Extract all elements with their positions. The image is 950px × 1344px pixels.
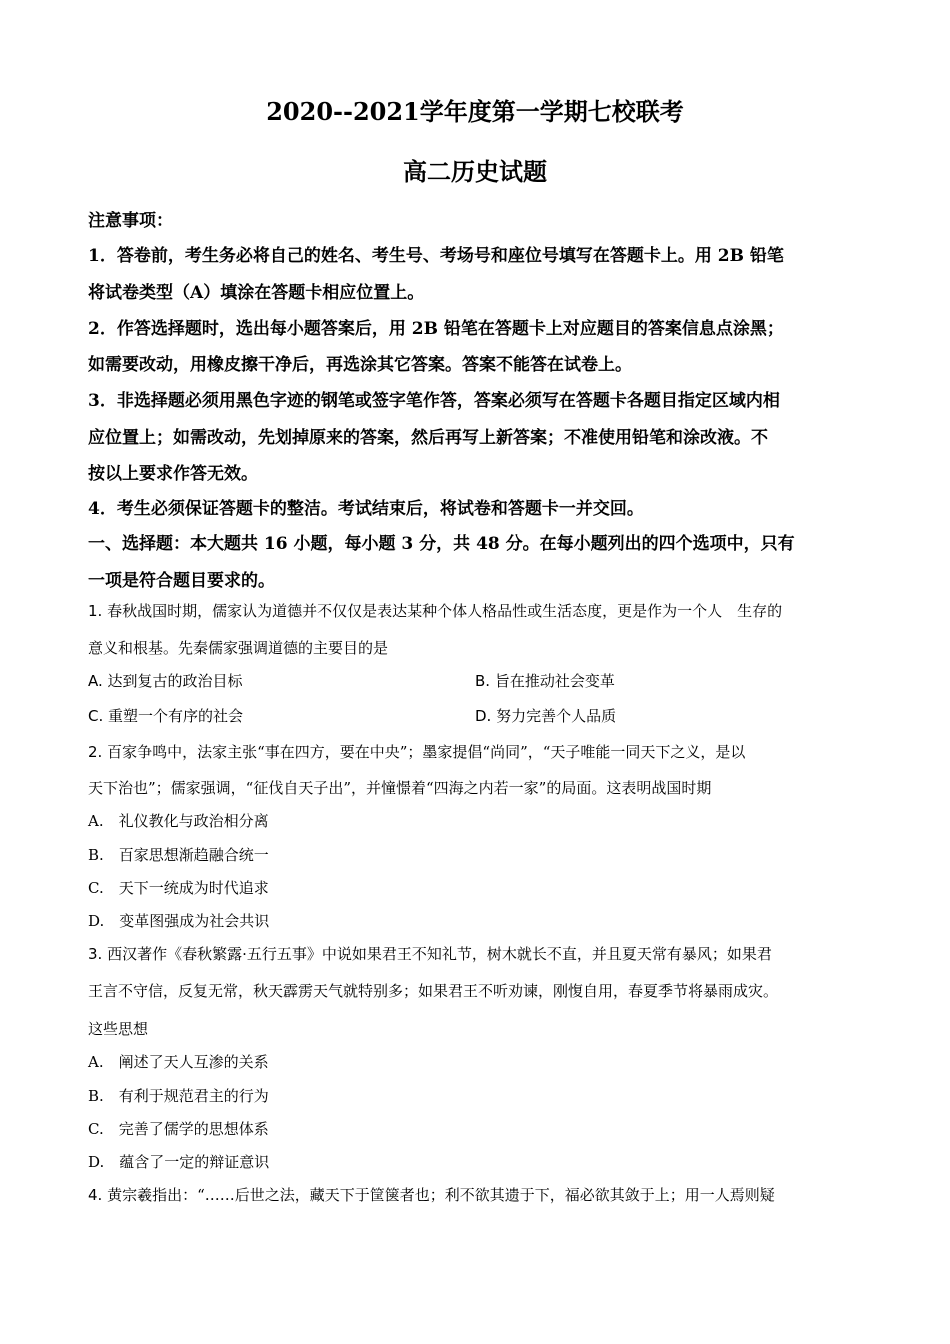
question-2-line: 2. 百家争鸣中，法家主张“事在四方，要在中央”；墨家提倡“尚同”，“天子唯能一同天下之义，是以 (88, 743, 746, 761)
question-3-line: 3. 西汉著作《春秋繁露·五行五事》中说如果君王不知礼节，树木就长不直，并且夏天常有暴风；如果君 (88, 945, 772, 963)
question-2-option-a: A. 礼仪教化与政治相分离 (88, 812, 269, 830)
section-heading-cont: 一项是符合题目要求的。 (88, 571, 275, 591)
question-number: 4. (88, 1186, 103, 1204)
notes-line: 2．作答选择题时，选出每小题答案后，用 2B 铅笔在答题卡上对应题目的答案信息点涂黑； (88, 319, 784, 339)
question-2-line: 天下治也”；儒家强调，“征伐自天子出”，并憧憬着“四海之内若一家”的局面。这表明战国时期 (88, 779, 712, 797)
notes-line: 3．非选择题必须用黑色字迹的钢笔或签字笔作答，答案必须写在答题卡各题目指定区域内相 (88, 391, 780, 411)
notes-line: 1．答卷前，考生务必将自己的姓名、考生号、考场号和座位号填写在答题卡上。用 2B 铅笔 (88, 246, 784, 266)
question-number: 3. (88, 945, 103, 963)
question-1-option-a: A. 达到复古的政治目标 (88, 672, 243, 690)
question-number: 2. (88, 743, 103, 761)
question-1-option-b: B. 旨在推动社会变革 (475, 672, 615, 690)
question-1-line: 意义和根基。先秦儒家强调道德的主要目的是 (88, 639, 389, 657)
notes-line: 将试卷类型（A）填涂在答题卡相应位置上。 (88, 283, 425, 303)
question-3-option-d: D. 蕴含了一定的辩证意识 (88, 1153, 270, 1171)
notes-line: 4．考生必须保证答题卡的整洁。考试结束后，将试卷和答题卡一并交回。 (88, 499, 644, 519)
notes-line: 应位置上；如需改动，先划掉原来的答案，然后再写上新答案；不准使用铅笔和涂改液。不 (88, 428, 768, 448)
notes-heading: 注意事项： (88, 211, 173, 231)
question-4-line: 4. 黄宗羲指出：“……后世之法，藏天下于筐箧者也；利不欲其遗于下，福必欲其敛于上；用一人焉则疑 (88, 1186, 775, 1204)
question-3-line: 王言不守信，反复无常，秋天霹雳天气就特别多；如果君王不听劝谏，刚愎自用，春夏季节将暴雨成灾。 (88, 982, 779, 1000)
question-2-option-c: C. 天下一统成为时代追求 (88, 879, 269, 897)
question-3-option-a: A. 阐述了天人互渗的关系 (88, 1053, 269, 1071)
notes-line: 按以上要求作答无效。 (88, 464, 258, 484)
question-1-line: 1. 春秋战国时期，儒家认为道德并不仅仅是表达某种个体人格品性或生活态度，更是作为一个人 生存的 (88, 602, 783, 620)
question-number: 1. (88, 602, 103, 620)
question-3-line: 这些思想 (88, 1020, 149, 1038)
notes-line: 如需要改动，用橡皮擦干净后，再选涂其它答案。答案不能答在试卷上。 (88, 355, 632, 375)
question-2-option-b: B. 百家思想渐趋融合统一 (88, 846, 269, 864)
section-heading: 一、选择题：本大题共 16 小题，每小题 3 分，共 48 分。在每小题列出的四个选项中，只有 (88, 534, 795, 554)
question-3-option-b: B. 有利于规范君主的行为 (88, 1087, 269, 1105)
exam-subtitle: 高二历史试题 (403, 157, 547, 186)
question-3-option-c: C. 完善了儒学的思想体系 (88, 1120, 269, 1138)
question-1-option-c: C. 重塑一个有序的社会 (88, 707, 244, 725)
question-2-option-d: D. 变革图强成为社会共识 (88, 912, 270, 930)
exam-title: 2020--2021学年度第一学期七校联考 (266, 97, 684, 126)
question-1-option-d: D. 努力完善个人品质 (475, 707, 617, 725)
